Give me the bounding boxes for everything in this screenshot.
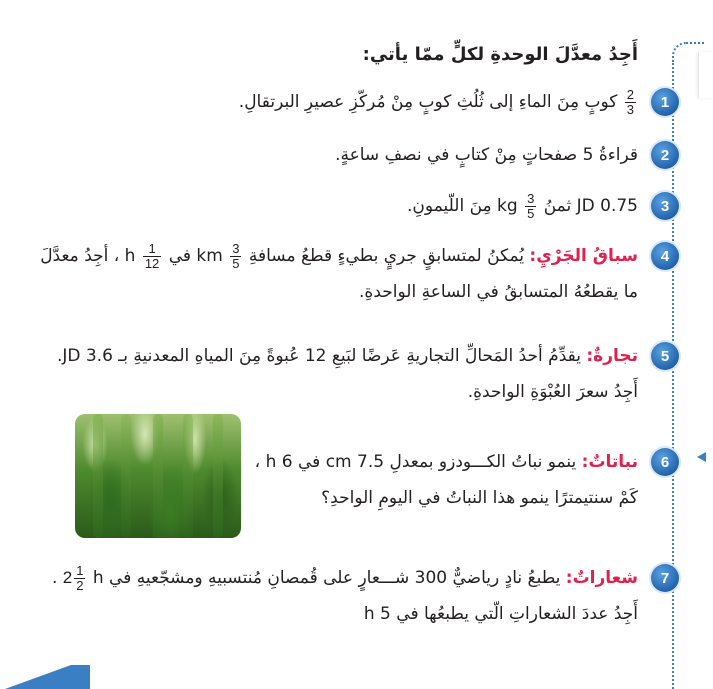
fraction: $\frac{2}{3}$ — [626, 86, 634, 117]
fraction: $\frac{1}{12}$ — [144, 240, 160, 271]
exercise-2-text: قراءةُ 5 صفحاتٍ مِنْ كتابٍ في نصفِ ساعةٍ. — [335, 145, 638, 165]
exercise-4-line2: ما يقطعُهُ المتسابقُ في الساعةِ الواحدةِ. — [359, 282, 638, 302]
exercise-heading: أَجِدُ معدَّلَ الوحدةِ لكلٍّ ممّا يأتي: — [362, 44, 638, 65]
exercise-4 — [40, 238, 638, 310]
exercise-4-unit: km في — [168, 246, 223, 266]
exercise-1 — [239, 84, 638, 120]
exercise-5 — [57, 338, 638, 410]
exercise-7 — [52, 560, 638, 632]
exercise-5-label: تجارةٌ: — [586, 346, 638, 366]
exercise-6 — [255, 444, 638, 516]
exercise-6-label: نباتاتٌ: — [581, 452, 638, 472]
exercise-2 — [335, 137, 638, 173]
exercise-3-after: kg مِنَ اللّيمونِ. — [407, 196, 518, 216]
exercise-7-label: شعاراتٌ: — [565, 568, 638, 588]
exercise-6-line2: كَمْ سنتيمترًا ينمو هذا النباتُ في اليومِ الواحدِ؟ — [321, 488, 638, 508]
fraction: $\frac{3}{5}$ — [232, 240, 240, 271]
exercise-3 — [407, 188, 638, 224]
kudzu-plant-photo — [75, 414, 241, 538]
exercise-number-7: 7 — [651, 564, 679, 592]
page-edge-tab — [698, 52, 713, 98]
exercise-6-line1: ينمو نباتُ الكـــودزو بمعدلِ 7.5 cm في 6 h ، — [254, 452, 577, 472]
exercise-7-line2: أَجِدُ عددَ الشعاراتِ الّتي يطبعُها في 5 h — [363, 604, 638, 624]
exercise-number-3: 3 — [651, 192, 679, 220]
exercise-number-4: 4 — [651, 242, 679, 270]
exercise-7-unit: h . — [51, 568, 104, 588]
exercise-number-5: 5 — [651, 342, 679, 370]
exercise-4-text: يُمكنُ لمتسابقٍ جريٍ بطيءٍ قطعُ مسافةِ — [248, 246, 525, 266]
exercise-1-text: كوبٍ مِنَ الماءِ إلى ثُلُثِ كوبٍ مِنْ مُركّزِ عصيرِ البرتقالِ. — [238, 92, 618, 112]
exercise-4-unit: h ، أجِدُ معدَّلَ — [40, 246, 136, 266]
exercise-7-text: يطبعُ نادٍ رياضيٌّ 300 شـــعارٍ على قُمصانِ مُنتسبيهِ ومشجّعيهِ في — [109, 568, 561, 588]
exercise-3-before: JD 0.75 ثمنُ — [543, 196, 638, 216]
exercise-5-line2: أَجِدُ سعرَ العُبْوَةِ الواحدةِ. — [467, 382, 638, 402]
exercise-5-line1: يقدِّمُ أحدُ المَحالِّ التجاريةِ عَرضًا لبَيعِ 12 عُبوةً مِنَ المياهِ المعدنيةِ بـ JD 3.6. — [56, 346, 581, 366]
exercise-number-6: 6 — [651, 448, 679, 476]
fraction: $\frac{3}{5}$ — [527, 190, 535, 221]
mixed-number: 2 $\frac{1}{2}$ — [62, 563, 84, 594]
exercise-number-2: 2 — [651, 141, 679, 169]
page-corner-decoration — [0, 665, 90, 689]
exercise-number-1: 1 — [651, 88, 679, 116]
exercise-4-label: سباقُ الجَرْيِ: — [529, 246, 638, 266]
arrow-marker-icon — [697, 452, 706, 462]
